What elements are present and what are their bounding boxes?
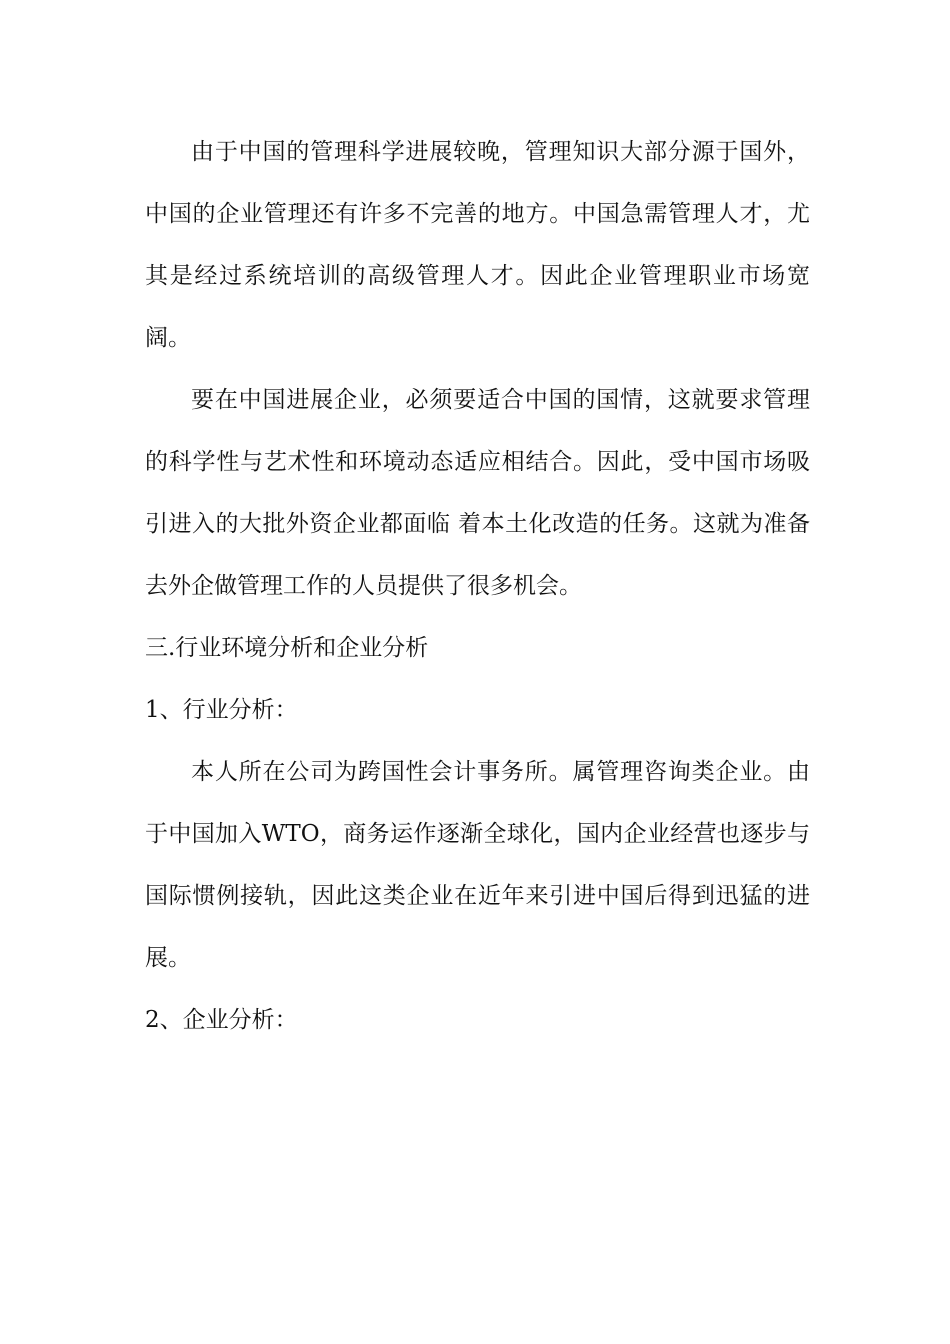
- document-body: [145, 121, 810, 1051]
- paragraph-management-talent: 由于中国的管理科学进展较晚，管理知识大部分源于国外，中国的企业管理还有许多不完善的地方。中国急需管理人才，尤其是经过系统培训的高级管理人才。因此企业管理职业市场宽阔。: [145, 139, 810, 351]
- section-heading-industry-analysis: 三.行业环境分析和企业分析: [145, 635, 429, 661]
- paragraph-company-type: 本人所在公司为跨国性会计事务所。属管理咨询类企业。由于中国加入WTO，商务运作逐渐全球化，国内企业经营也逐步与国际惯例接轨，因此这类企业在近年来引进中国后得到迅猛的进展。: [145, 759, 810, 971]
- subsection-heading-industry: 1、行业分析：: [145, 697, 298, 723]
- subsection-heading-enterprise: 2、企业分析：: [145, 1007, 298, 1033]
- paragraph-localization: 要在中国进展企业，必须要适合中国的国情，这就要求管理的科学性与艺术性和环境动态适应相结合。因此，受中国市场吸引进入的大批外资企业都面临 着本土化改造的任务。这就为准备去外企做管理工作的人员提供了很多机会。: [145, 387, 810, 599]
